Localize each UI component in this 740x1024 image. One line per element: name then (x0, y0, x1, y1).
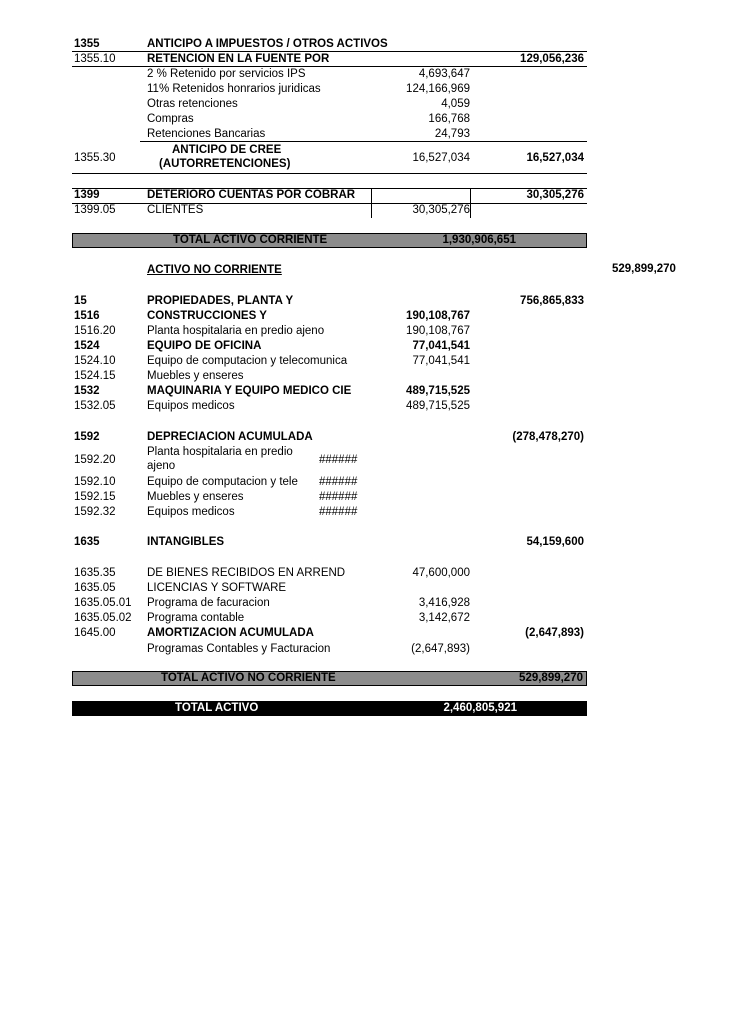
account-amount: 489,715,525 (406, 400, 470, 412)
account-amount: 77,041,541 (412, 340, 470, 352)
account-description: LICENCIAS Y SOFTWARE (147, 582, 287, 594)
account-amount: 47,600,000 (412, 567, 470, 579)
ledger-row (72, 67, 587, 82)
account-code: 1592.32 (74, 506, 116, 518)
account-code: 1635.35 (74, 567, 116, 579)
column-rule (371, 188, 372, 218)
ledger-row (72, 188, 587, 203)
account-description: DE BIENES RECIBIDOS EN ARREND (147, 567, 346, 579)
overflow-value: ###### (319, 476, 358, 488)
overflow-value: ###### (319, 506, 358, 518)
account-code: 1399.05 (74, 204, 116, 216)
account-code: 1635.05 (74, 582, 116, 594)
account-description: Compras (147, 113, 194, 125)
ledger-row (72, 445, 587, 475)
account-description: Equipo de computacion y telecomunica (147, 355, 348, 367)
ledger-row (72, 384, 587, 399)
account-total: (2,647,893) (525, 627, 584, 639)
account-description: Programa de facuracion (147, 597, 270, 609)
account-description: CONSTRUCCIONES Y (147, 310, 267, 322)
ledger-row (72, 490, 587, 505)
account-description: EQUIPO DE OFICINA (147, 340, 262, 352)
account-code: 1592.15 (74, 491, 116, 503)
account-code: 1399 (74, 189, 100, 201)
account-amount: 190,108,767 (406, 325, 470, 337)
account-description: Planta hospitalaria en predio (147, 446, 293, 458)
account-amount: 16,527,034 (412, 152, 470, 164)
section-heading-row (72, 263, 587, 278)
total-value: 529,899,270 (519, 672, 583, 684)
account-description: Muebles y enseres (147, 370, 244, 382)
ledger-row (72, 127, 587, 142)
account-description: MAQUINARIA Y EQUIPO MEDICO CIE (147, 385, 352, 397)
account-amount: 3,142,672 (418, 612, 470, 624)
account-code: 1355 (74, 38, 100, 50)
account-code: 1524 (74, 340, 100, 352)
total-label: TOTAL ACTIVO (175, 702, 259, 714)
account-amount: 77,041,541 (412, 355, 470, 367)
ledger-row (72, 369, 587, 384)
account-code: 1592.10 (74, 476, 116, 488)
account-description: ANTICIPO A IMPUESTOS / OTROS ACTIVOS (147, 38, 388, 50)
total-label: TOTAL ACTIVO NO CORRIENTE (161, 672, 336, 684)
account-code: 1635.05.02 (74, 612, 132, 624)
account-code: 1516.20 (74, 325, 116, 337)
overflow-value: ###### (319, 491, 358, 503)
account-code: 1355.10 (74, 53, 116, 65)
account-total: 756,865,833 (520, 295, 584, 307)
ledger-row (72, 535, 587, 550)
account-amount: 124,166,969 (406, 83, 470, 95)
ledger-row (72, 52, 587, 67)
account-description-cont: ajeno (147, 460, 176, 472)
activo-no-corriente-amount: 529,899,270 (612, 263, 676, 275)
total-activo-band (72, 701, 587, 716)
account-code: 1524.15 (74, 370, 116, 382)
account-description: Otras retenciones (147, 98, 238, 110)
total-value: 1,930,906,651 (442, 234, 516, 246)
account-total: (278,478,270) (512, 431, 584, 443)
account-amount: 4,693,647 (418, 68, 470, 80)
column-rule (470, 188, 471, 218)
ledger-row (72, 324, 587, 339)
account-description: DETERIORO CUENTAS POR COBRAR (147, 189, 356, 201)
total-activo-no-corriente-band (72, 671, 587, 686)
ledger-row (72, 596, 587, 611)
account-total: 54,159,600 (526, 536, 584, 548)
account-description: Muebles y enseres (147, 491, 244, 503)
account-description-cont: (AUTORRETENCIONES) (159, 158, 291, 170)
ledger-row (72, 581, 587, 596)
ledger-row (72, 611, 587, 626)
account-description: Retenciones Bancarias (147, 128, 266, 140)
ledger-row (72, 566, 587, 581)
account-total: 30,305,276 (526, 189, 584, 201)
account-code: 1355.30 (74, 152, 116, 164)
account-code: 1645.00 (74, 627, 116, 639)
account-description: 2 % Retenido por servicios IPS (147, 68, 306, 80)
account-description: CLIENTES (147, 204, 204, 216)
account-total: 129,056,236 (520, 53, 584, 65)
section-heading: ACTIVO NO CORRIENTE (147, 264, 282, 276)
account-code: 1592.20 (74, 454, 116, 466)
account-description: DEPRECIACION ACUMULADA (147, 431, 313, 443)
account-amount: 24,793 (434, 128, 470, 140)
ledger-row (72, 399, 587, 414)
ledger-row (72, 626, 587, 641)
account-amount: 489,715,525 (406, 385, 470, 397)
ledger-row (72, 37, 587, 52)
divider (72, 173, 587, 174)
ledger-row (72, 505, 587, 520)
ledger-row (72, 475, 587, 490)
ledger-row (72, 82, 587, 97)
account-code: 1516 (74, 310, 100, 322)
account-description: Equipos medicos (147, 506, 235, 518)
ledger-row (72, 143, 587, 173)
overflow-value: ###### (319, 454, 358, 466)
account-amount: (2,647,893) (411, 643, 470, 655)
account-amount: 4,059 (441, 98, 470, 110)
ledger-row (72, 97, 587, 112)
ledger-row (72, 642, 587, 657)
account-description: AMORTIZACION ACUMULADA (147, 627, 314, 639)
account-description: Programas Contables y Facturacion (147, 643, 331, 655)
account-description: RETENCION EN LA FUENTE POR (147, 53, 330, 65)
ledger-row (72, 354, 587, 369)
account-description: Programa contable (147, 612, 245, 624)
ledger-row (72, 294, 587, 309)
account-code: 1592 (74, 431, 100, 443)
account-code: 1532.05 (74, 400, 116, 412)
account-amount: 166,768 (428, 113, 470, 125)
account-amount: 30,305,276 (412, 204, 470, 216)
account-amount: 3,416,928 (418, 597, 470, 609)
account-description: INTANGIBLES (147, 536, 225, 548)
ledger-row (72, 339, 587, 354)
account-code: 1635.05.01 (74, 597, 132, 609)
total-activo-corriente-band (72, 233, 587, 248)
ledger-row (72, 203, 587, 218)
ledger-row (72, 430, 587, 445)
account-description: PROPIEDADES, PLANTA Y (147, 295, 294, 307)
total-value: 2,460,805,921 (443, 702, 517, 714)
account-description: ANTICIPO DE CREE (172, 144, 282, 156)
account-code: 1532 (74, 385, 100, 397)
account-code: 1524.10 (74, 355, 116, 367)
divider (140, 141, 587, 142)
account-amount: 190,108,767 (406, 310, 470, 322)
account-description: Planta hospitalaria en predio ajeno (147, 325, 325, 337)
ledger-row (72, 112, 587, 127)
account-total: 16,527,034 (526, 152, 584, 164)
ledger-row (72, 309, 587, 324)
account-description: 11% Retenidos honrarios juridicas (147, 83, 321, 95)
account-code: 1635 (74, 536, 100, 548)
account-description: Equipos medicos (147, 400, 235, 412)
account-description: Equipo de computacion y tele (147, 476, 298, 488)
total-label: TOTAL ACTIVO CORRIENTE (173, 234, 328, 246)
account-code: 15 (74, 295, 87, 307)
